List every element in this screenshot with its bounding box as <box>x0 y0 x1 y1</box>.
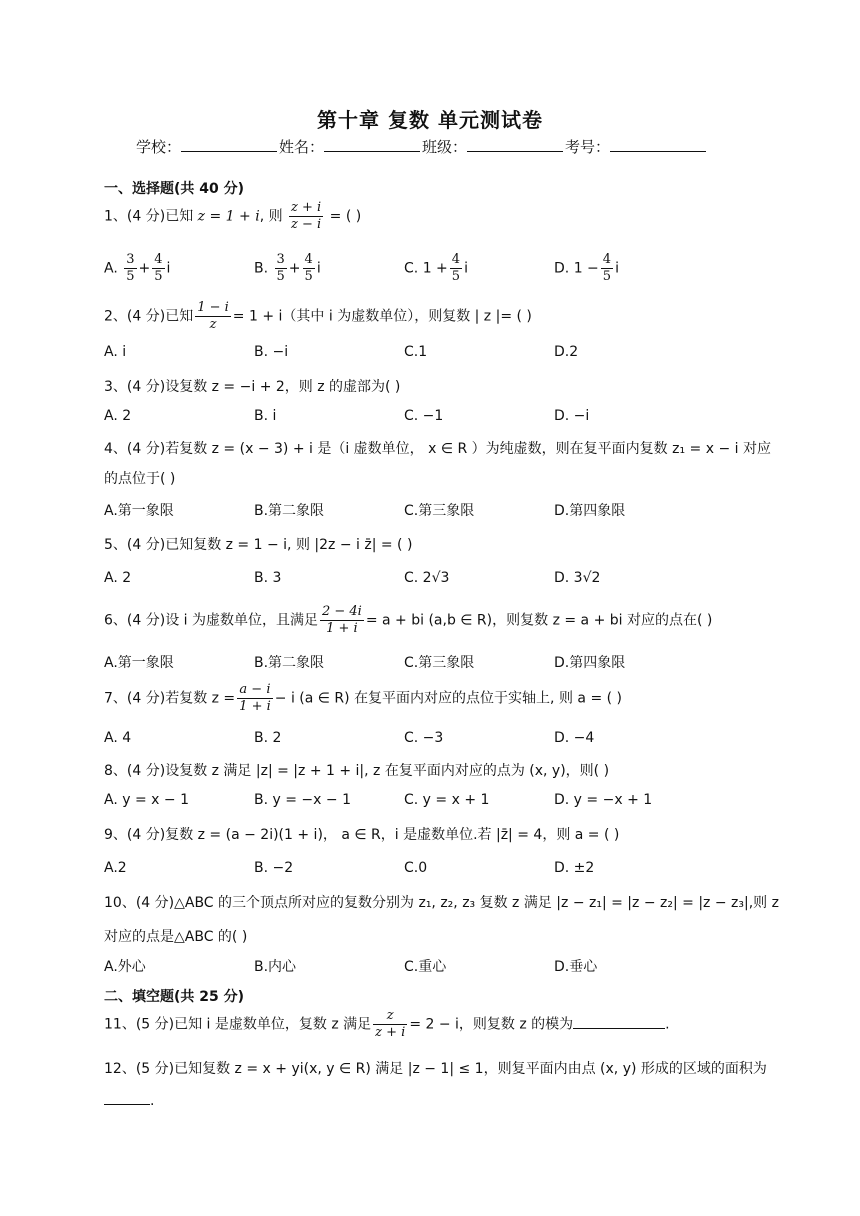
school-blank[interactable] <box>181 137 277 152</box>
frac-numerator: 4 <box>602 252 612 267</box>
option-a[interactable]: A. 2 <box>104 408 132 424</box>
option-c[interactable]: C.第三象限 <box>404 655 475 671</box>
option-b[interactable]: B.内心 <box>254 959 297 975</box>
frac-numerator: 3 <box>276 252 285 267</box>
option-c[interactable]: C.1 <box>404 344 428 360</box>
question-3: 3、(4 分)设复数 z = −i + 2，则 z 的虚部为( ) <box>104 379 401 395</box>
option-a[interactable] <box>104 252 170 285</box>
option-a[interactable]: A. i <box>104 344 127 360</box>
option-b[interactable]: B.第二象限 <box>254 655 325 671</box>
option-label: C. <box>404 260 419 277</box>
question-6 <box>104 604 712 637</box>
question-1-fraction <box>289 200 323 233</box>
option-c[interactable]: C.重心 <box>404 959 447 975</box>
question-12-line-2 <box>104 1090 154 1109</box>
option-d[interactable]: D.第四象限 <box>554 503 626 519</box>
frac-denominator: 1 + i <box>239 699 271 714</box>
option-b[interactable]: B.第二象限 <box>254 503 325 519</box>
option-c[interactable]: C.第三象限 <box>404 503 475 519</box>
option-d[interactable]: D.第四象限 <box>554 655 626 671</box>
question-1-tail: = ( ) <box>329 208 362 225</box>
option-d[interactable]: D.垂心 <box>554 959 598 975</box>
option-label: D. <box>554 260 570 277</box>
option-a[interactable]: A. 2 <box>104 570 132 586</box>
question-2-prefix: 2、(4 分)已知 <box>104 308 194 325</box>
fraction <box>450 252 462 285</box>
question-6-prefix: 6、(4 分)设 i 为虚数单位，且满足 <box>104 612 318 629</box>
class-blank[interactable] <box>467 137 563 152</box>
option-a[interactable]: A.第一象限 <box>104 655 174 671</box>
option-d[interactable] <box>554 252 619 285</box>
question-8: 8、(4 分)设复数 z 满足 |z| = |z + 1 + i|, z 在复平面内对应的点为 (x, y)，则( ) <box>104 763 610 779</box>
option-c[interactable]: C. 2√3 <box>404 570 450 586</box>
name-blank[interactable] <box>324 137 420 152</box>
question-12-line-1: 12、(5 分)已知复数 z = x + yi(x, y ∈ R) 满足 |z − 1| ≤ 1，则复平面内由点 (x, y) 形成的区域的面积为 <box>104 1061 767 1077</box>
question-11-tail: = 2 − i，则复数 z 的模为 <box>409 1016 574 1033</box>
option-b[interactable]: B. i <box>254 408 277 424</box>
question-1 <box>104 200 361 233</box>
question-2-tail: = 1 + i（其中 i 为虚数单位），则复数 | z |= ( ) <box>232 308 532 325</box>
question-1-mid: , 则 <box>259 208 283 225</box>
frac-denominator: 1 + i <box>326 621 358 636</box>
option-a[interactable]: A. y = x − 1 <box>104 792 189 808</box>
question-10-line-2: 对应的点是△ABC 的( ) <box>104 929 248 945</box>
section-heading-choice: 一、选择题(共 40 分) <box>104 181 245 197</box>
option-d[interactable]: D.2 <box>554 344 579 360</box>
option-label: B. <box>254 260 269 277</box>
option-a[interactable]: A. 4 <box>104 730 132 746</box>
option-c[interactable]: C.0 <box>404 860 428 876</box>
frac-denominator: z − i <box>291 217 322 232</box>
frac-denominator: 5 <box>154 269 163 284</box>
option-d[interactable]: D. 3√2 <box>554 570 601 586</box>
operator: + <box>288 260 301 277</box>
suffix: i <box>464 260 468 277</box>
frac-numerator: 3 <box>126 252 135 267</box>
prefix: 1 − <box>573 260 599 277</box>
option-b[interactable]: B. 2 <box>254 730 282 746</box>
frac-numerator: 2 − 4i <box>321 604 362 619</box>
frac-denominator: z <box>209 317 217 332</box>
frac-denominator: 5 <box>451 269 461 284</box>
frac-denominator: z + i <box>375 1025 406 1040</box>
question-4-line-2: 的点位于( ) <box>104 471 176 487</box>
class-label: 班级： <box>422 138 468 156</box>
option-c[interactable]: C. y = x + 1 <box>404 792 490 808</box>
option-b[interactable] <box>254 252 321 285</box>
question-6-tail: = a + bi (a,b ∈ R)，则复数 z = a + bi 对应的点在( ) <box>365 612 713 629</box>
suffix: i <box>615 260 619 277</box>
option-c[interactable] <box>404 252 468 285</box>
question-11 <box>104 1008 670 1041</box>
frac-numerator: 4 <box>304 252 313 267</box>
frac-numerator: z <box>373 1008 407 1025</box>
operator: + <box>138 260 151 277</box>
option-d[interactable]: D. −4 <box>554 730 595 746</box>
question-11-prefix: 11、(5 分)已知 i 是虚数单位，复数 z 满足 <box>104 1016 372 1033</box>
option-d[interactable]: D. ±2 <box>554 860 595 876</box>
fraction <box>601 252 613 285</box>
school-label: 学校： <box>136 138 182 156</box>
answer-blank[interactable] <box>573 1014 665 1029</box>
fraction <box>275 252 287 285</box>
frac-denominator: 5 <box>602 269 612 284</box>
option-c[interactable]: C. −3 <box>404 730 444 746</box>
question-1-expr: z = 1 + i <box>197 208 260 225</box>
section-heading-fill-in: 二、填空题(共 25 分) <box>104 989 245 1005</box>
question-11-end: . <box>665 1016 670 1033</box>
id-blank[interactable] <box>610 137 706 152</box>
frac-denominator: 5 <box>304 269 313 284</box>
frac-numerator: a − i <box>237 682 273 699</box>
option-b[interactable]: B. −i <box>254 344 289 360</box>
question-2 <box>104 300 532 333</box>
frac-numerator: z + i <box>291 200 322 215</box>
name-label: 姓名： <box>279 138 325 156</box>
question-7 <box>104 682 622 715</box>
frac-numerator: 4 <box>451 252 461 267</box>
frac-denominator: 5 <box>126 269 135 284</box>
page-title: 第十章 复数 单元测试卷 <box>317 108 543 132</box>
frac-numerator: 4 <box>154 252 163 267</box>
question-9: 9、(4 分)复数 z = (a − 2i)(1 + i)， a ∈ R，i 是虚数单位.若 |z̄| = 4，则 a = ( ) <box>104 827 620 843</box>
option-b[interactable]: B. y = −x − 1 <box>254 792 351 808</box>
option-b[interactable]: B. 3 <box>254 570 282 586</box>
option-a[interactable]: A.外心 <box>104 959 146 975</box>
option-b[interactable]: B. −2 <box>254 860 294 876</box>
id-label: 考号： <box>565 138 611 156</box>
student-info-line <box>136 136 708 157</box>
question-12-end: . <box>150 1093 155 1109</box>
question-7-tail: − i (a ∈ R) 在复平面内对应的点位于实轴上, 则 a = ( ) <box>274 690 622 707</box>
suffix: i <box>166 260 171 277</box>
question-5: 5、(4 分)已知复数 z = 1 − i, 则 |2z − i z̄| = ( ) <box>104 537 413 553</box>
frac-denominator: 5 <box>276 269 285 284</box>
option-c[interactable]: C. −1 <box>404 408 444 424</box>
fraction <box>303 252 315 285</box>
option-a[interactable]: A.2 <box>104 860 127 876</box>
frac-numerator: 1 − i <box>197 300 229 315</box>
suffix: i <box>316 260 321 277</box>
question-7-fraction <box>237 682 273 715</box>
answer-blank[interactable] <box>104 1090 150 1105</box>
option-a[interactable]: A.第一象限 <box>104 503 174 519</box>
question-4-line-1: 4、(4 分)若复数 z = (x − 3) + i 是（i 虚数单位， x ∈ R ）为纯虚数，则在复平面内复数 z₁ = x − i 对应 <box>104 441 771 457</box>
question-6-fraction <box>320 604 364 637</box>
option-d[interactable]: D. y = −x + 1 <box>554 792 653 808</box>
question-1-prefix: 1、(4 分)已知 <box>104 208 194 225</box>
fraction <box>124 252 136 285</box>
prefix: 1 + <box>422 260 448 277</box>
question-11-fraction <box>373 1008 407 1041</box>
question-10-line-1: 10、(4 分)△ABC 的三个顶点所对应的复数分别为 z₁, z₂, z₃ 复数 z 满足 |z − z₁| = |z − z₂| = |z − z₃|,则 z <box>104 895 779 911</box>
question-7-prefix: 7、(4 分)若复数 z = <box>104 690 236 707</box>
question-2-fraction <box>195 300 231 333</box>
option-label: A. <box>104 260 118 277</box>
option-d[interactable]: D. −i <box>554 408 590 424</box>
fraction <box>152 252 164 285</box>
